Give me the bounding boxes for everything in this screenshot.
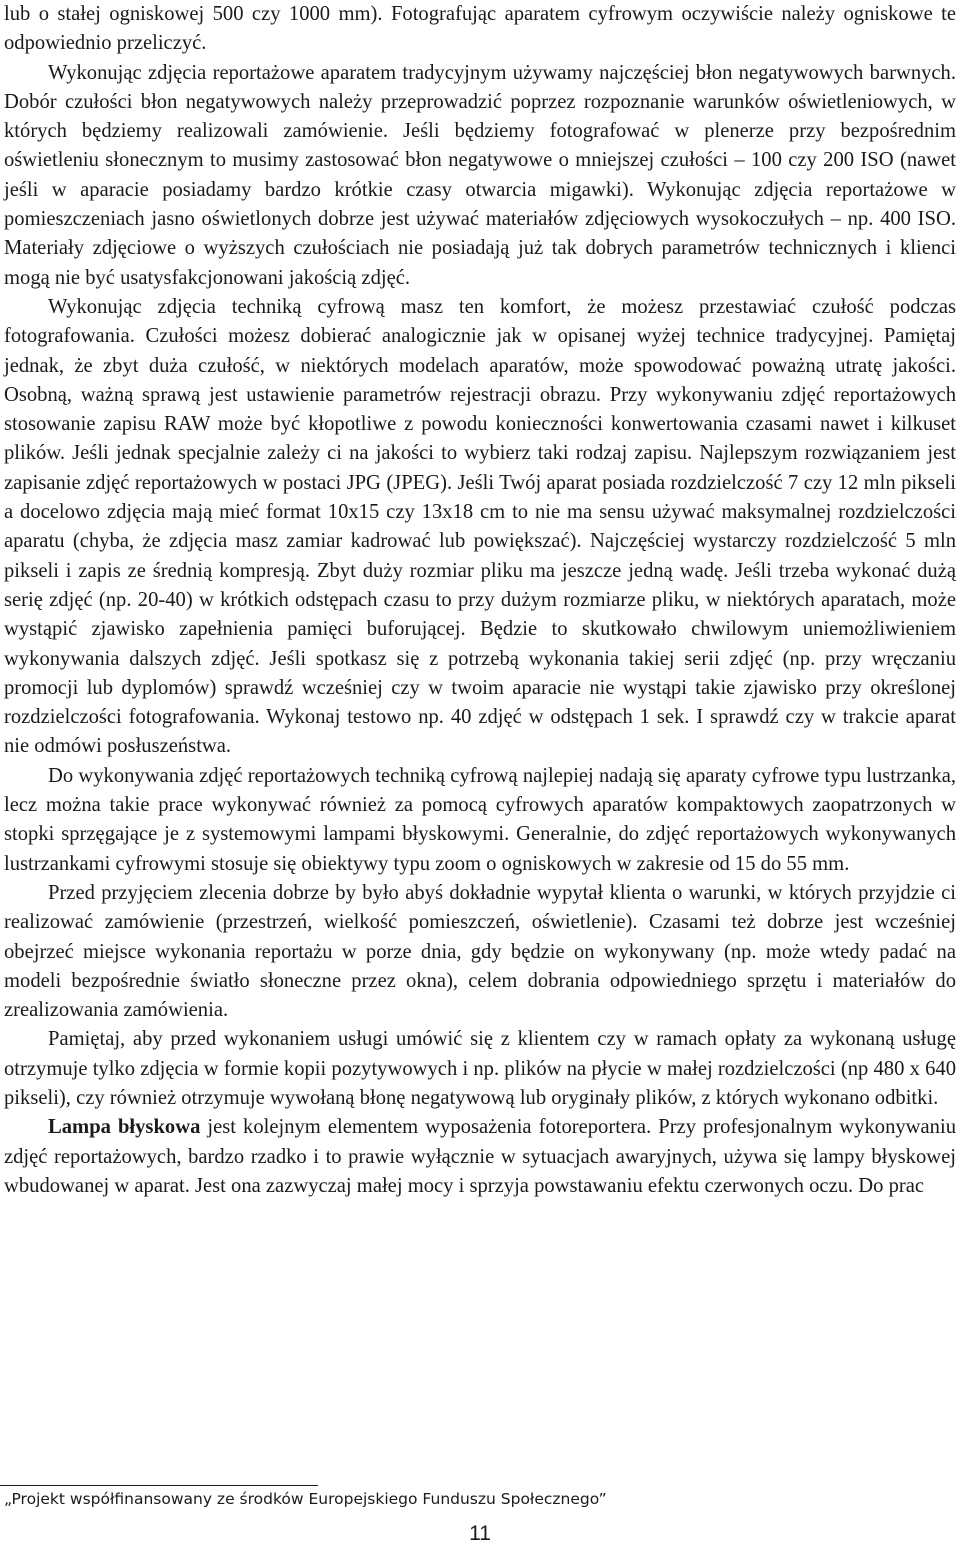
funding-note: „Projekt współfinansowany ze środków Europejskiego Funduszu Społecznego” bbox=[4, 1490, 607, 1508]
paragraph-continued: lub o stałej ogniskowej 500 czy 1000 mm). Fotografując aparatem cyfrowym oczywiście należy ogniskowe te odpowiednio przeliczyć. bbox=[4, 3, 956, 55]
paragraph-deliverables: Pamiętaj, aby przed wykonaniem usługi umówić się z klientem czy w ramach opłaty za wykonaną usługę otrzymuje tylko zdjęcia w formie kopii pozytywowych i np. plików na płycie w małej rozdzielczości (np 480 x 640 pikseli), czy również otrzymuje wywołaną błonę negatywową lub oryginały plików, z których wykonano odbitki. bbox=[4, 1028, 956, 1109]
paragraph-digital-sensitivity: Wykonując zdjęcia techniką cyfrową masz ten komfort, że możesz przestawiać czułość podczas fotografowania. Czułości możesz dobierać analogicznie jak w opisanej wyżej technice tradycyjnej. Pamiętaj jednak, że zbyt duża czułość, w niektórych modelach aparatów, może spowodować poważną utratę jakości. Osobną, ważną sprawą jest ustawienie parametrów rejestracji obrazu. Przy wykonywaniu zdjęć reportażowych stosowanie zapisu RAW może być kłopotliwe z powodu konieczności konwertowania czasami nawet i kilkuset plików. Jeśli jednak specjalnie zależy ci na jakości to wybierz taki rodzaj zapisu. Najlepszym rozwiązaniem jest zapisanie zdjęć reportażowych w postaci JPG (JPEG). Jeśli Twój aparat posiada rozdzielczość 7 czy 12 mln pikseli a docelowo zdjęcia mają mieć format 10x15 czy 13x18 cm to nie ma sensu używać maksymalnej rozdzielczości aparatu (chyba, że zdjęcia masz zamiar kadrować lub powiększać). Najczęściej wystarczy rozdzielczość 5 mln pikseli i zapis ze średnią kompresją. Zbyt duży rozmiar pliku ma jeszcze jedną wadę. Jeśli trzeba wykonać dużą serię zdjęć (np. 20-40) w krótkich odstępach czasu to przy dużym rozmiarze pliku, w niektórych aparatach, może wystąpić zjawisko zapełnienia pamięci buforującej. Będzie to skutkowało chwilowym uniemożliwieniem wykonywania dalszych zdjęć. Jeśli spotkasz się z potrzebą wykonania takiej serii zdjęć (np. przy wręczaniu promocji lub dyplomów) sprawdź wcześniej czy w twoim aparacie nie wystąpi takie zjawisko przy określonej rozdzielczości fotografowania. Wykonaj testowo np. 40 zdjęć w odstępach 1 sek. I sprawdź czy w trakcie aparat nie odmówi posłuszeństwa. bbox=[4, 295, 956, 758]
footer-divider bbox=[0, 1485, 318, 1486]
flash-lamp-term: Lampa błyskowa bbox=[48, 1116, 201, 1139]
page-number: 11 bbox=[469, 1522, 491, 1545]
body-text bbox=[4, 0, 956, 1201]
paragraph-camera-types: Do wykonywania zdjęć reportażowych techniką cyfrową najlepiej nadają się aparaty cyfrowe typu lustrzanka, lecz można takie prace wykonywać również za pomocą cyfrowych aparatów kompaktowych zaopatrzonych w stopki sprzęgające je z systemowymi lampami błyskowymi. Generalnie, do zdjęć reportażowych wykonywanych lustrzankami cyfrowymi stosuje się obiektywy typu zoom o ogniskowych w zakresie od 15 do 55 mm. bbox=[4, 764, 956, 875]
flash-lamp-text: jest kolejnym elementem wyposażenia fotoreportera. Przy profesjonalnym wykonywaniu zdjęć reportażowych, bardzo rzadko i to prawie wyłącznie w sytuacjach awaryjnych, używa się lampy błyskowej wbudowanej w aparat. Jest ona zazwyczaj małej mocy i sprzyja powstawaniu efektu czerwonych oczu. Do prac bbox=[4, 1116, 956, 1197]
paragraph-negative-film: Wykonując zdjęcia reportażowe aparatem tradycyjnym używamy najczęściej błon negatywowych barwnych. Dobór czułości błon negatywowych należy przeprowadzić poprzez rozpoznanie warunków oświetleniowych, w których będziemy realizowali zamówienie. Jeśli będziemy fotografować w plenerze przy bezpośrednim oświetleniu słonecznym to musimy zastosować błon negatywowe o mniejszej czułości – 100 czy 200 ISO (nawet jeśli w aparacie posiadamy bardzo krótkie czasy otwarcia migawki). Wykonując zdjęcia reportażowe w pomieszczeniach jasno oświetlonych dobrze jest używać materiałów zdjęciowych wysokoczułych – np. 400 ISO. Materiały zdjęciowe o wyższych czułościach nie posiadają już tak dobrych parametrów technicznych i klienci mogą nie być usatysfakcjonowani jakością zdjęć. bbox=[4, 61, 956, 289]
paragraph-client-conditions: Przed przyjęciem zlecenia dobrze by było abyś dokładnie wypytał klienta o warunki, w których przyjdzie ci realizować zamówienie (przestrzeń, wielkość pomieszczeń, oświetlenie). Czasami też dobrze jest wcześniej obejrzeć miejsce wykonania reportażu w porze dnia, gdy będzie on wykonywany (np. może wtedy padać na modeli bezpośrednie światło słoneczne przez okna), celem dobrania odpowiedniego sprzętu i materiałów do zrealizowania zamówienia. bbox=[4, 881, 956, 1022]
paragraph-flash-lamp bbox=[4, 1113, 956, 1201]
